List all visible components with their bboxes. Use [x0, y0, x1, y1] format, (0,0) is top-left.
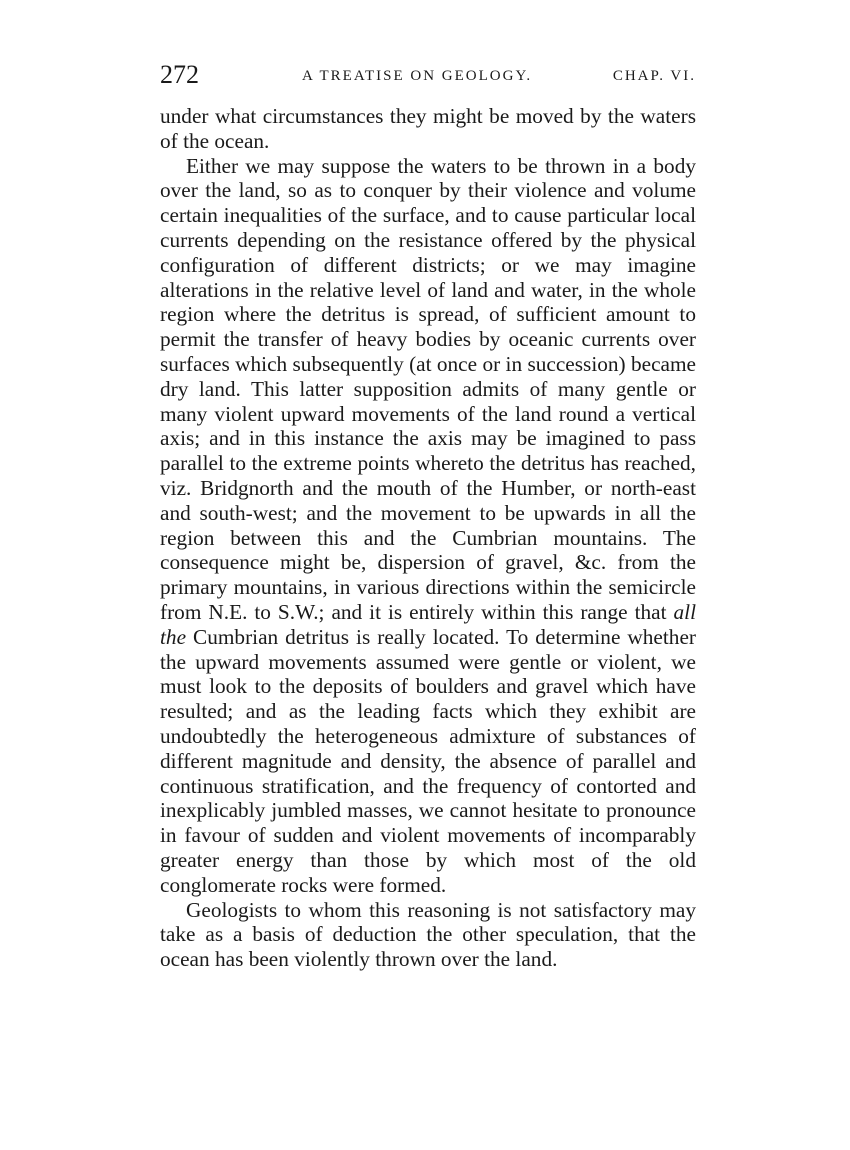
- paragraph-continued: under what circumstances they might be moved by the waters of the ocean.: [160, 104, 696, 153]
- paragraph-main-text-1: Either we may suppose the waters to be thrown in a body over the land, so as to conquer by their violence and volume certain inequalities of the surface, and to cause particular local currents depending on the resistance offered by the physical configuration of different districts; or we may imagine alterations in the relative level of land and water, in the whole region where the detritus is spread, of sufficient amount to permit the transfer of heavy bodies by oceanic currents over surfaces which subsequently (at once or in succession) became dry land. This latter supposition admits of many gentle or many violent upward movements of the land round a vertical axis; and in this instance the axis may be imagined to pass parallel to the extreme points whereto the detritus has reached, viz. Bridgnorth and the mouth of the Humber, or north-east and south-west; and the movement to be upwards in all the region between this and the Cumbrian mountains. The consequence might be, dispersion of gravel, &c. from the primary mountains, in various directions within the semicircle from N.E. to S.W.; and it is entirely within this range that: [160, 153, 696, 624]
- running-head: [160, 60, 696, 90]
- paragraph-main-text-2: Cumbrian detritus is really located. To determine whether the upward movements assumed were gentle or violent, we must look to the deposits of boulders and gravel which have resulted; and as the leading facts which they exhibit are undoubtedly the heterogeneous admixture of substances of different magnitude and density, the absence of parallel and continuous stratification, and the frequency of contorted and inexplicably jumbled masses, we cannot hesitate to pronounce in favour of sudden and violent movements of incomparably greater energy than those by which most of the old conglomerate rocks were formed.: [160, 624, 696, 897]
- paragraph-final: Geologists to whom this reasoning is not satisfactory may take as a basis of deduction the other speculation, that the ocean has been violently thrown over the land.: [160, 897, 696, 972]
- paragraph-main: [160, 154, 696, 898]
- chapter-label: CHAP. VI.: [612, 68, 696, 84]
- running-title: A TREATISE ON GEOLOGY.: [302, 68, 533, 84]
- body-text: [160, 104, 696, 972]
- page-number: 272: [160, 60, 199, 89]
- paragraph-main-emphasis: all the: [160, 599, 696, 649]
